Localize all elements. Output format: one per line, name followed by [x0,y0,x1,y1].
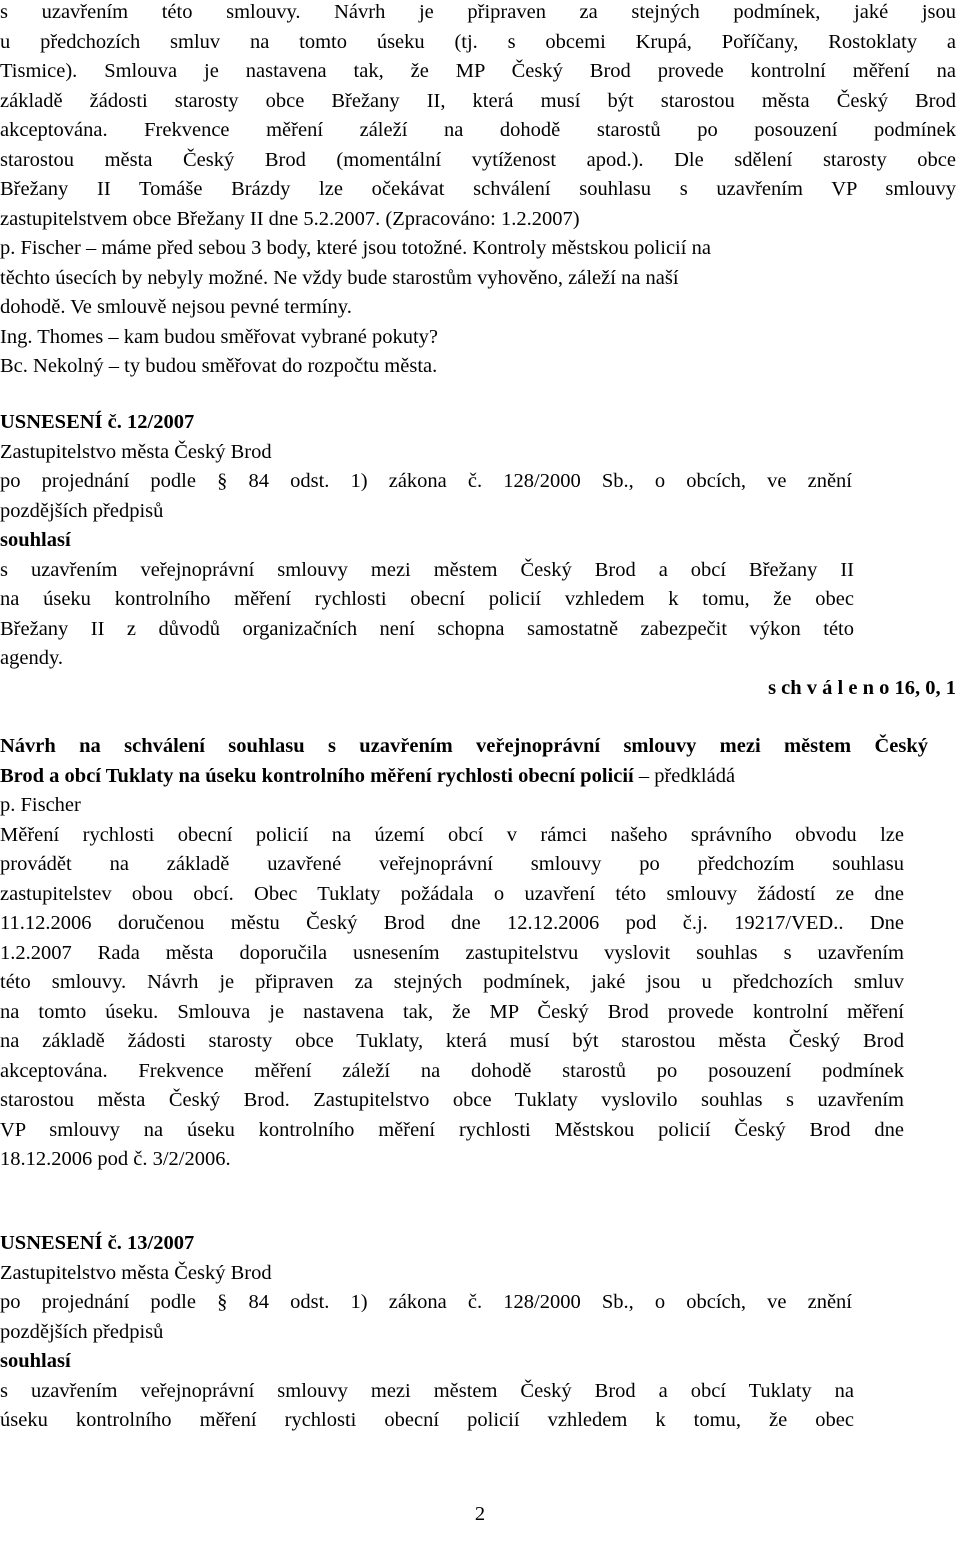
paragraph-line: akceptována. Frekvence měření záleží na dohodě starostů po posouzení podmínek [0,119,956,141]
resolution-law-line: po projednání podle § 84 odst. 1) zákona č. 128/2000 Sb., o obcích, ve znění [0,470,852,492]
proposal-line: na tomto úseku. Smlouva je nastavena tak, že MP Český Brod provede kontrolní měření [0,1000,904,1023]
resolution-verb: souhlasí [0,1350,71,1372]
resolution-text-line: úseku kontrolního měření rychlosti obecní policií vzhledem k tomu, že obec [0,1409,854,1431]
resolution-law-line: pozdějších předpisů [0,499,164,522]
discussion [0,234,956,382]
resolution-law-line: pozdějších předpisů [0,1320,164,1343]
discussion-line: dohodě. Ve smlouvě nejsou pevné termíny. [0,296,352,318]
proposal-title-line: Návrh na schválení souhlasu s uzavřením veřejnoprávní smlouvy mezi městem Český [0,735,928,757]
proposal-title-line: Brod a obcí Tuklaty na úseku kontrolního měření rychlosti obecní policií – předkládá [0,764,736,787]
discussion-line: Bc. Nekolný – ty budou směřovat do rozpočtu města. [0,355,438,377]
resolution-text-line: agendy. [0,647,63,669]
proposal-line: akceptována. Frekvence měření záleží na dohodě starostů po posouzení podmínek [0,1059,904,1082]
resolution-verb: souhlasí [0,529,71,551]
proposal-line: provádět na základě uzavřené veřejnoprávní smlouvy po předchozím souhlasu [0,853,904,875]
intro-paragraph [0,0,956,234]
resolution-text-line: na úseku kontrolního měření rychlosti obecní policií vzhledem k tomu, že obec [0,588,854,610]
resolution-body: Zastupitelstvo města Český Brod [0,440,272,463]
page-number: 2 [474,1503,486,1525]
proposal-line: této smlouvy. Návrh je připraven za stejných podmínek, jaké jsou u předchozích smluv [0,971,904,993]
resolution-12 [0,408,956,703]
paragraph-line: u předchozích smluv na tomto úseku (tj. s obcemi Krupá, Poříčany, Rostoklaty a [0,30,956,53]
resolution-text-line: s uzavřením veřejnoprávní smlouvy mezi městem Český Brod a obcí Břežany II [0,558,854,581]
proposal-line: starostou města Český Brod. Zastupitelstvo obce Tuklaty vyslovilo souhlas s uzavřením [0,1089,904,1111]
presents-word: předkládá [654,764,736,787]
paragraph-line: zastupitelstvem obce Břežany II dne 5.2.2007. (Zpracováno: 1.2.2007) [0,207,580,230]
paragraph-line: Břežany II Tomáše Brázdy lze očekávat schválení souhlasu s uzavřením VP smlouvy [0,178,956,200]
proposal-line: na základě žádosti starosty obce Tuklaty, která musí být starostou města Český Brod [0,1030,904,1052]
proposal [0,732,956,1175]
paragraph-line: starostou města Český Brod (momentální vytíženost apod.). Dle sdělení starosty obce [0,148,956,171]
proposal-line: 11.12.2006 doručenou městu Český Brod dne 12.12.2006 pod č.j. 19217/VED.. Dne [0,912,904,934]
resolution-text-line: s uzavřením veřejnoprávní smlouvy mezi městem Český Brod a obcí Tuklaty na [0,1379,854,1402]
paragraph-line: základě žádosti starosty obce Břežany II, která musí být starostou města Český Brod [0,89,956,112]
resolution-heading: USNESENÍ č. 12/2007 [0,411,195,433]
resolution-body: Zastupitelstvo města Český Brod [0,1261,272,1284]
presenter: p. Fischer [0,794,81,816]
resolution-heading: USNESENÍ č. 13/2007 [0,1232,195,1254]
proposal-line: 1.2.2007 Rada města doporučila usnesením zastupitelstvu vyslovit souhlas s uzavřením [0,941,904,964]
proposal-line: Měření rychlosti obecní policií na území obcí v rámci našeho správního obvodu lze [0,823,904,846]
proposal-line: 18.12.2006 pod č. 3/2/2006. [0,1148,231,1170]
proposal-line: zastupitelstev obou obcí. Obec Tuklaty požádala o uzavření této smlouvy žádostí ze dne [0,882,904,905]
paragraph-line: s uzavřením této smlouvy. Návrh je připraven za stejných podmínek, jaké jsou [0,1,956,23]
resolution-text-line: Břežany II z důvodů organizačních není schopna samostatně zabezpečit výkon této [0,617,854,640]
resolution-13 [0,1229,956,1436]
discussion-line: p. Fischer – máme před sebou 3 body, které jsou totožné. Kontroly městskou policií na [0,237,711,259]
resolution-law-line: po projednání podle § 84 odst. 1) zákona č. 128/2000 Sb., o obcích, ve znění [0,1291,852,1313]
paragraph-line: Tismice). Smlouva je nastavena tak, že MP Český Brod provede kontrolní měření na [0,60,956,82]
discussion-line: těchto úsecích by nebyly možné. Ne vždy bude starostům vyhověno, záleží na naší [0,266,679,289]
proposal-title-text: Brod a obcí Tuklaty na úseku kontrolního měření rychlosti obecní policií [0,764,634,787]
discussion-line: Ing. Thomes – kam budou směřovat vybrané pokuty? [0,325,439,348]
vote-result: s ch v á l e n o 16, 0, 1 [768,676,956,699]
proposal-line: VP smlouvy na úseku kontrolního měření rychlosti Městskou policií Český Brod dne [0,1118,904,1141]
